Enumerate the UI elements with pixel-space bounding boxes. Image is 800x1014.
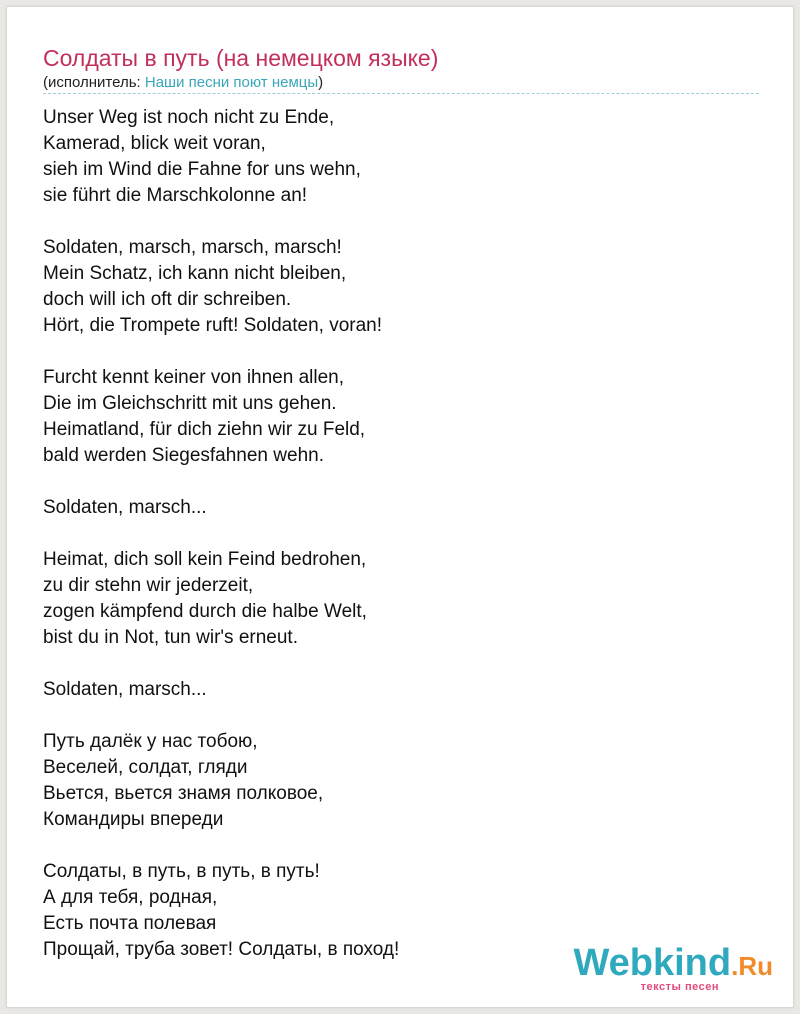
lyrics-line: Веселей, солдат, гляди bbox=[43, 757, 248, 778]
logo-tld: .Ru bbox=[731, 951, 773, 981]
page-title: Солдаты в путь (на немецком языке) bbox=[43, 45, 439, 71]
lyrics-line: Kamerad, blick weit voran, bbox=[43, 133, 266, 154]
lyrics-line: Командиры впереди bbox=[43, 809, 224, 830]
lyrics-line: А для тебя, родная, bbox=[43, 887, 218, 908]
lyrics-line: bald werden Siegesfahnen wehn. bbox=[43, 445, 324, 466]
lyrics-line: Unser Weg ist noch nicht zu Ende, bbox=[43, 107, 335, 128]
logo-wordmark bbox=[573, 944, 773, 985]
lyrics-line: sie führt die Marschkolonne an! bbox=[43, 185, 308, 206]
lyrics-stanza bbox=[43, 235, 399, 339]
lyrics-line: zu dir stehn wir jederzeit, bbox=[43, 575, 254, 596]
lyrics-line: sieh im Wind die Fahne for uns wehn, bbox=[43, 159, 361, 180]
lyrics-line: Солдаты, в путь, в путь, в путь! bbox=[43, 861, 320, 882]
lyrics-line: Soldaten, marsch... bbox=[43, 497, 207, 518]
lyrics-stanza bbox=[43, 547, 399, 651]
artist-link[interactable]: Наши песни поют немцы bbox=[144, 74, 319, 91]
artist-prefix: (исполнитель: bbox=[43, 74, 145, 91]
lyrics-line: Furcht kennt keiner von ihnen allen, bbox=[43, 367, 345, 388]
lyrics-text bbox=[43, 105, 399, 989]
lyrics-line: Прощай, труба зовет! Солдаты, в поход! bbox=[43, 939, 400, 960]
lyrics-line: Hört, die Trompete ruft! Soldaten, voran! bbox=[43, 315, 383, 336]
artist-line bbox=[43, 74, 323, 91]
lyrics-line: Soldaten, marsch... bbox=[43, 679, 207, 700]
lyrics-line: Heimat, dich soll kein Feind bedrohen, bbox=[43, 549, 367, 570]
lyrics-stanza bbox=[43, 105, 399, 209]
artist-suffix: ) bbox=[318, 74, 324, 91]
lyrics-line: Путь далёк у нас тобою, bbox=[43, 731, 258, 752]
lyrics-line: doch will ich oft dir schreiben. bbox=[43, 289, 292, 310]
lyrics-line: zogen kämpfend durch die halbe Welt, bbox=[43, 601, 367, 622]
lyrics-line: Есть почта полевая bbox=[43, 913, 217, 934]
lyrics-stanza bbox=[43, 677, 399, 703]
divider bbox=[43, 93, 759, 94]
lyrics-card bbox=[6, 6, 794, 1008]
lyrics-line: Heimatland, für dich ziehn wir zu Feld, bbox=[43, 419, 366, 440]
lyrics-stanza bbox=[43, 729, 399, 833]
lyrics-line: Soldaten, marsch, marsch, marsch! bbox=[43, 237, 342, 258]
logo-tagline: тексты песен bbox=[640, 981, 719, 993]
lyrics-stanza bbox=[43, 495, 399, 521]
lyrics-line: bist du in Not, tun wir's erneut. bbox=[43, 627, 298, 648]
lyrics-stanza bbox=[43, 859, 399, 963]
lyrics-line: Вьется, вьется знамя полковое, bbox=[43, 783, 324, 804]
lyrics-line: Die im Gleichschritt mit uns gehen. bbox=[43, 393, 337, 414]
lyrics-stanza bbox=[43, 365, 399, 469]
webkind-logo[interactable] bbox=[573, 944, 773, 993]
logo-main-text: Webkind bbox=[573, 942, 732, 984]
lyrics-line: Mein Schatz, ich kann nicht bleiben, bbox=[43, 263, 347, 284]
